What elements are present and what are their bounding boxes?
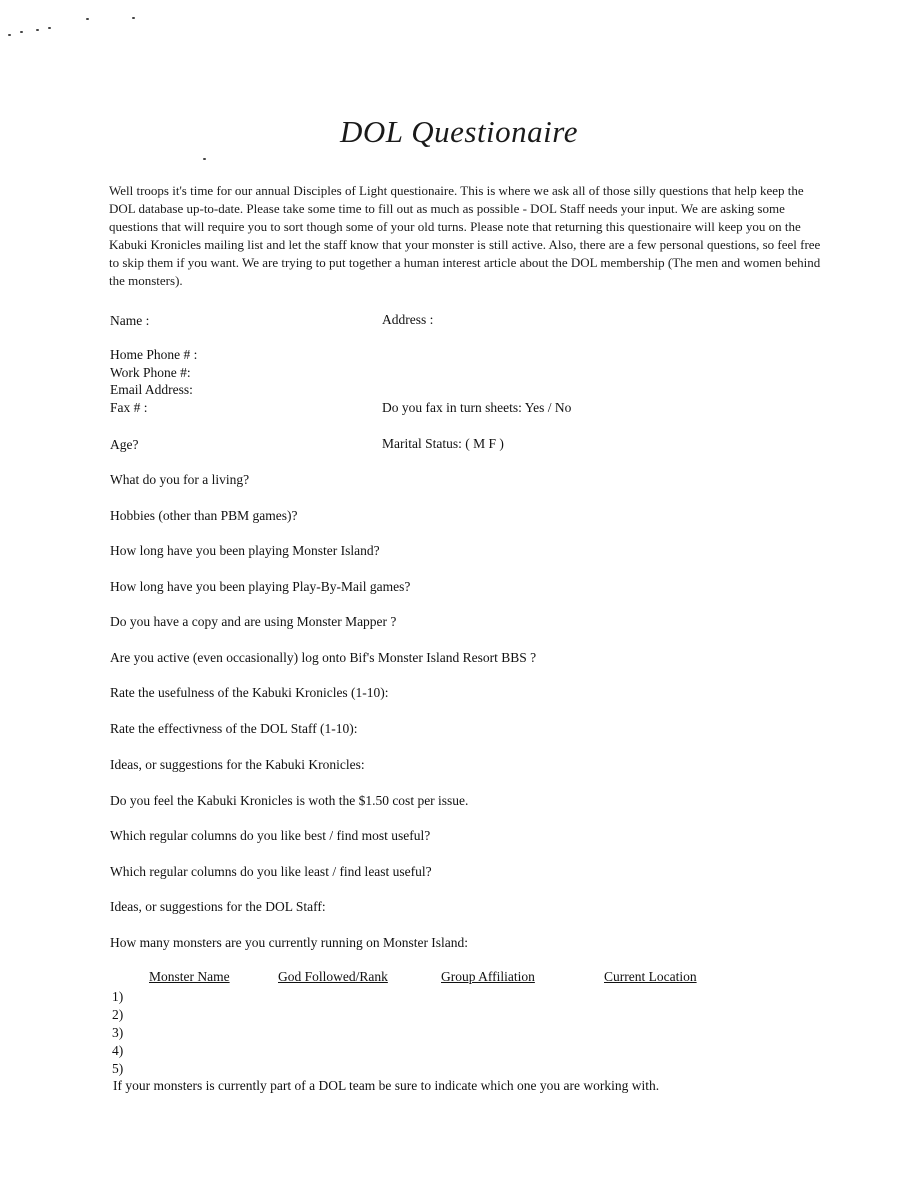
fax-label: Fax # : (110, 399, 148, 415)
question-item: Which regular columns do you like best / find most useful? (110, 828, 431, 843)
question-item: Rate the usefulness of the Kabuki Kronicles (1-10): (110, 685, 389, 700)
scan-speck (86, 18, 89, 20)
marital-status-label: Marital Status: ( M F ) (382, 436, 504, 451)
question-item: How long have you been playing Monster Island? (110, 543, 380, 558)
scan-speck (20, 31, 23, 33)
column-header-god-followed: God Followed/Rank (278, 969, 388, 984)
question-item: What do you for a living? (110, 472, 250, 487)
table-row-number: 4) (112, 1043, 124, 1058)
contact-fields (110, 346, 197, 416)
question-item: Are you active (even occasionally) log onto Bif's Monster Island Resort BBS ? (110, 650, 537, 665)
footer-note: If your monsters is currently part of a DOL team be sure to indicate which one you are working with. (113, 1078, 660, 1093)
question-item: Ideas, or suggestions for the Kabuki Kronicles: (110, 757, 365, 772)
table-row-number: 3) (112, 1025, 124, 1040)
table-row-number: 5) (112, 1061, 124, 1076)
question-item: Do you feel the Kabuki Kronicles is woth the $1.50 cost per issue. (110, 793, 469, 808)
address-label: Address : (382, 312, 434, 327)
page-title: DOL Questionaire (340, 114, 578, 149)
column-header-current-location: Current Location (604, 969, 697, 984)
question-item: Rate the effectivness of the DOL Staff (1-10): (110, 721, 358, 736)
column-header-group-affiliation: Group Affiliation (441, 969, 535, 984)
scan-speck (48, 27, 51, 29)
question-item: How many monsters are you currently running on Monster Island: (110, 935, 469, 950)
scan-speck (203, 158, 206, 160)
question-item: How long have you been playing Play-By-Mail games? (110, 579, 411, 594)
scan-speck (8, 34, 11, 36)
work-phone-label: Work Phone #: (110, 364, 191, 380)
question-item: Hobbies (other than PBM games)? (110, 508, 298, 523)
home-phone-label: Home Phone # : (110, 347, 198, 362)
table-row-number: 2) (112, 1007, 124, 1022)
question-item: Ideas, or suggestions for the DOL Staff: (110, 899, 326, 914)
question-item: Which regular columns do you like least / find least useful? (110, 864, 432, 879)
table-row-number: 1) (112, 989, 124, 1004)
name-label: Name : (110, 313, 150, 328)
question-item: Do you have a copy and are using Monster Mapper ? (110, 614, 397, 629)
scan-speck (36, 29, 39, 31)
column-header-monster-name: Monster Name (149, 969, 230, 984)
fax-turns-question: Do you fax in turn sheets: Yes / No (382, 400, 572, 415)
scan-speck (132, 17, 135, 19)
intro-paragraph: Well troops it's time for our annual Disciples of Light questionaire. This is where we ask all of those silly questions that help keep the DOL database up-to-date. Please take some time to fill out as much as possible - DOL Staff needs your input. We are asking some questions that will require you to sort though some of your old turns. Please note that returning this questionaire will keep you on the Kabuki Kronicles mailing list and let the staff know that your monster is still active. Also, there are a few personal questions, so feel free to skip them if you want. We are trying to put together a human interest article about the DOL membership (The men and women behind the monsters). (109, 183, 821, 288)
email-label: Email Address: (110, 382, 193, 397)
age-label: Age? (110, 437, 139, 452)
